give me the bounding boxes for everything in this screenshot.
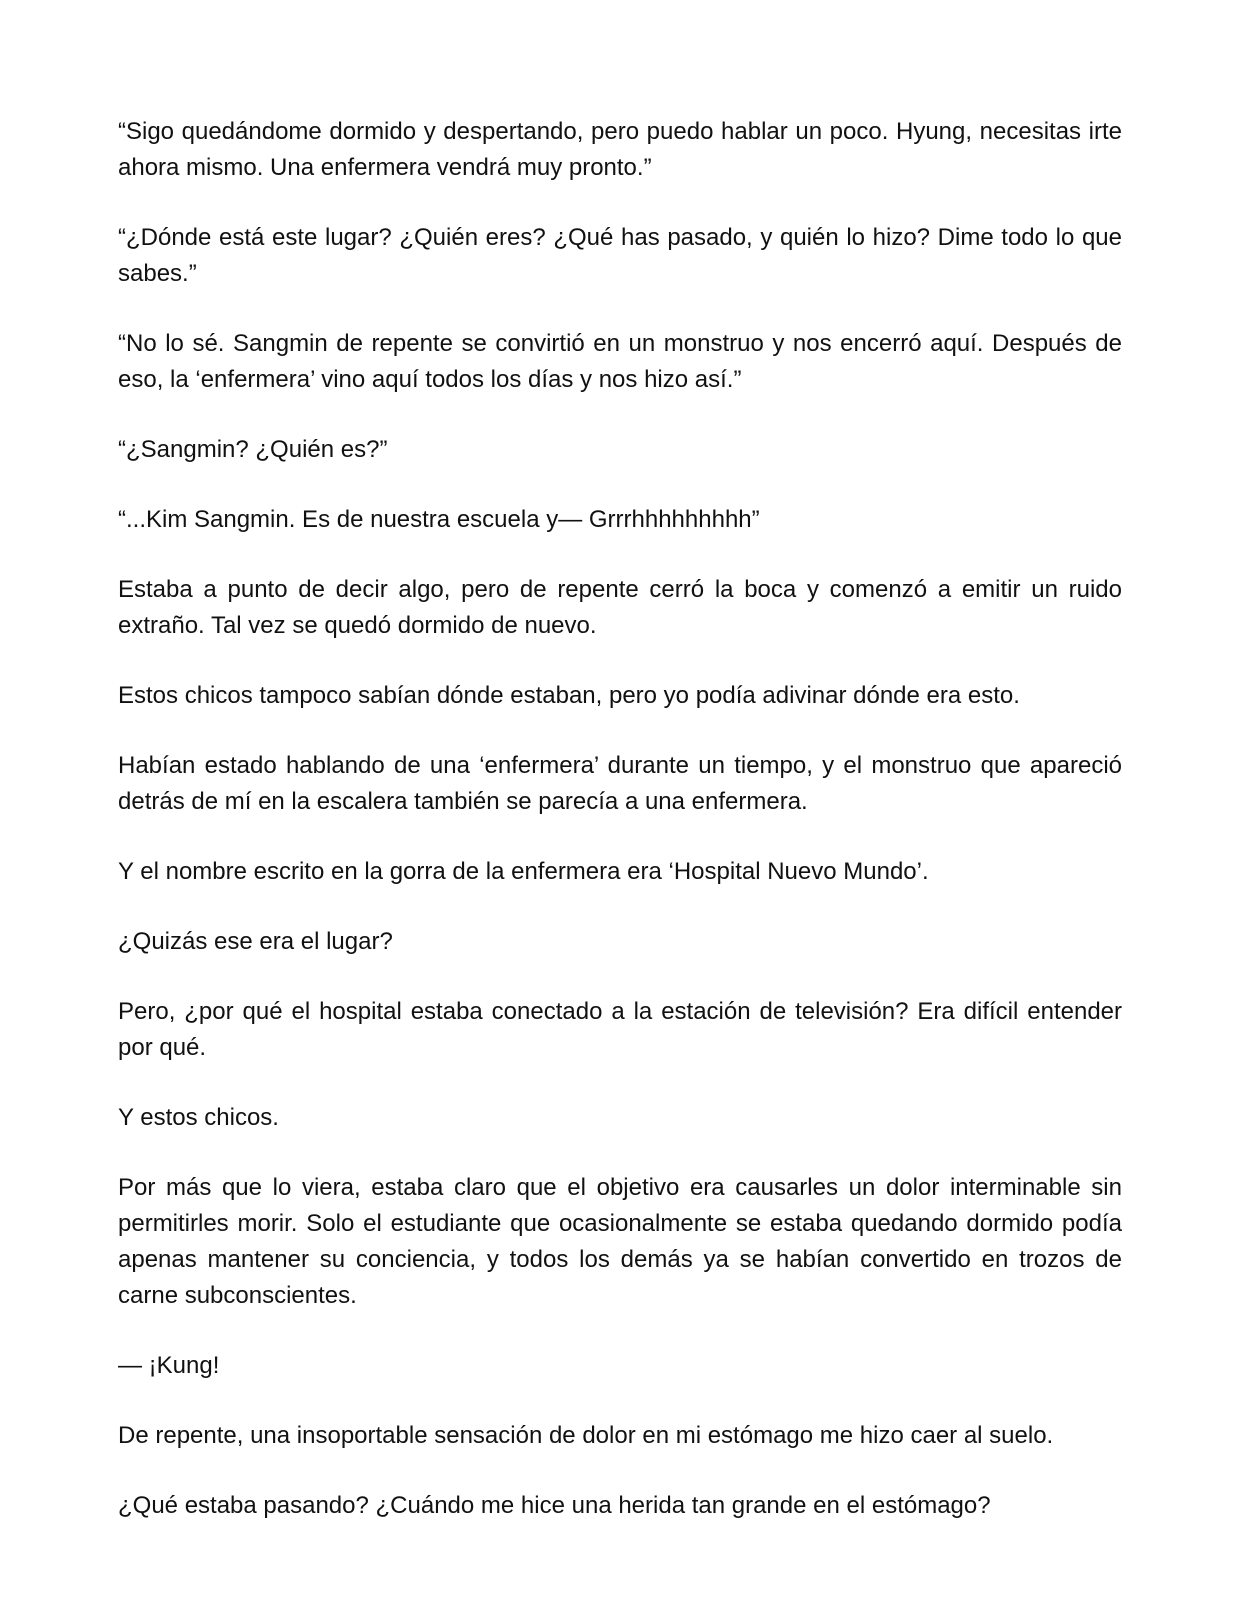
paragraph: Por más que lo viera, estaba claro que el objetivo era causarles un dolor interminable sin permitirles morir. Solo el estudiante que ocasionalmente se estaba quedando dormido podía apenas mantener su conciencia, y todos los demás ya se habían convertido en trozos de carne subconscientes.: [118, 1174, 1122, 1309]
paragraph: Y estos chicos.: [118, 1104, 279, 1131]
paragraph: “...Kim Sangmin. Es de nuestra escuela y— Grrrhhhhhhhhh”: [118, 506, 760, 533]
paragraph: “¿Dónde está este lugar? ¿Quién eres? ¿Qué has pasado, y quién lo hizo? Dime todo lo que sabes.”: [118, 224, 1122, 287]
paragraph: “Sigo quedándome dormido y despertando, pero puedo hablar un poco. Hyung, necesitas irte ahora mismo. Una enfermera vendrá muy pronto.”: [118, 118, 1122, 181]
paragraph: Estaba a punto de decir algo, pero de repente cerró la boca y comenzó a emitir un ruido extraño. Tal vez se quedó dormido de nuevo.: [118, 576, 1122, 639]
paragraph: Pero, ¿por qué el hospital estaba conectado a la estación de televisión? Era difícil entender por qué.: [118, 998, 1122, 1061]
paragraph: “No lo sé. Sangmin de repente se convirtió en un monstruo y nos encerró aquí. Después de eso, la ‘enfermera’ vino aquí todos los días y nos hizo así.”: [118, 330, 1122, 393]
document-page: [118, 114, 1122, 1558]
paragraph: “¿Sangmin? ¿Quién es?”: [118, 436, 388, 463]
paragraph: De repente, una insoportable sensación de dolor en mi estómago me hizo caer al suelo.: [118, 1422, 1054, 1449]
paragraph: — ¡Kung!: [118, 1352, 220, 1379]
paragraph: ¿Quizás ese era el lugar?: [118, 928, 393, 955]
paragraph: Habían estado hablando de una ‘enfermera’ durante un tiempo, y el monstruo que apareció detrás de mí en la escalera también se parecía a una enfermera.: [118, 752, 1122, 815]
paragraph: Y el nombre escrito en la gorra de la enfermera era ‘Hospital Nuevo Mundo’.: [118, 858, 929, 885]
paragraph: ¿Qué estaba pasando? ¿Cuándo me hice una herida tan grande en el estómago?: [118, 1492, 991, 1519]
paragraph: Estos chicos tampoco sabían dónde estaban, pero yo podía adivinar dónde era esto.: [118, 682, 1020, 709]
